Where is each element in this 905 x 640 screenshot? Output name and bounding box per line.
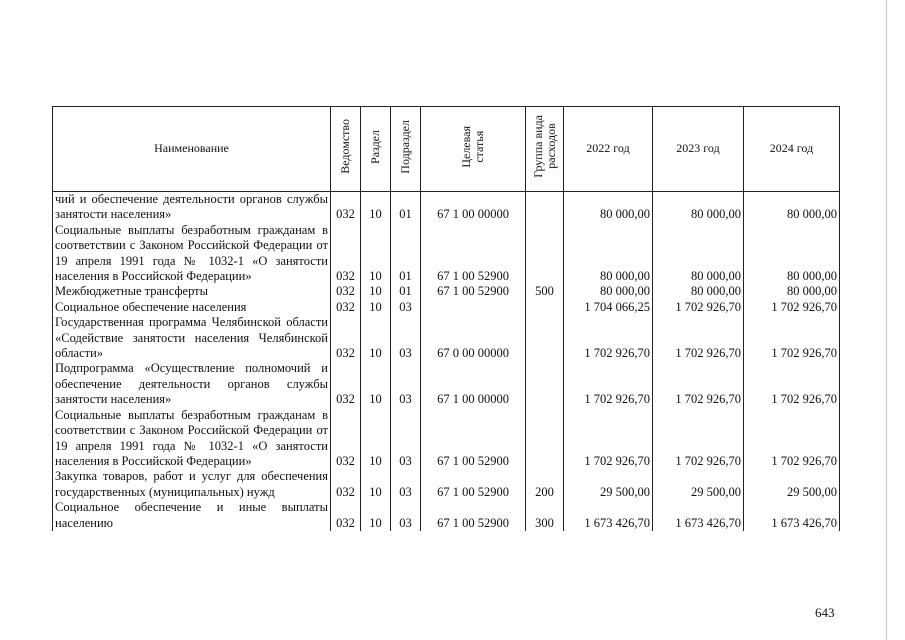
row-2022: 80 000,00 [564, 284, 653, 299]
row-2024: 1 702 926,70 [744, 408, 840, 470]
row-2024: 80 000,00 [744, 192, 840, 223]
row-name: Социальные выплаты безработным гражданам в соответствии с Законом Российской Федерации от 19 апреля 1991 года № 1032-1 «О занятости населения в Российской Федерации» [53, 408, 331, 470]
row-razdel: 10 [361, 469, 391, 500]
row-gruppa [526, 361, 564, 407]
row-2024: 1 673 426,70 [744, 500, 840, 531]
table-row [53, 500, 840, 531]
row-podrazdel: 03 [391, 408, 421, 470]
row-razdel: 10 [361, 408, 391, 470]
row-celevaya-statya [421, 300, 526, 315]
table-row [53, 469, 840, 500]
row-razdel: 10 [361, 284, 391, 299]
row-2023: 29 500,00 [653, 469, 744, 500]
row-razdel: 10 [361, 361, 391, 407]
row-gruppa [526, 408, 564, 470]
row-podrazdel: 03 [391, 315, 421, 361]
row-2024: 80 000,00 [744, 223, 840, 285]
header-2024: 2024 год [744, 107, 840, 192]
row-celevaya-statya: 67 0 00 00000 [421, 315, 526, 361]
row-razdel: 10 [361, 192, 391, 223]
row-name: Государственная программа Челябинской области «Содействие занятости населения Челябинской области» [53, 315, 331, 361]
row-name: Закупка товаров, работ и услуг для обеспечения государственных (муниципальных) нужд [53, 469, 331, 500]
row-gruppa: 200 [526, 469, 564, 500]
row-celevaya-statya: 67 1 00 00000 [421, 192, 526, 223]
row-gruppa [526, 300, 564, 315]
row-name: Межбюджетные трансферты [53, 284, 331, 299]
row-2022: 1 704 066,25 [564, 300, 653, 315]
row-name: Социальное обеспечение населения [53, 300, 331, 315]
row-gruppa: 500 [526, 284, 564, 299]
row-razdel: 10 [361, 300, 391, 315]
table-row [53, 361, 840, 407]
header-celevaya-statya: Целевая статья [421, 107, 526, 192]
table-row [53, 192, 840, 223]
row-2024: 80 000,00 [744, 284, 840, 299]
row-podrazdel: 03 [391, 469, 421, 500]
row-podrazdel: 01 [391, 223, 421, 285]
row-gruppa [526, 192, 564, 223]
row-vedomstvo: 032 [331, 469, 361, 500]
row-razdel: 10 [361, 500, 391, 531]
budget-table [52, 106, 840, 531]
header-2023: 2023 год [653, 107, 744, 192]
row-vedomstvo: 032 [331, 408, 361, 470]
header-name: Наименование [53, 107, 331, 192]
page-edge-line [886, 0, 887, 640]
row-podrazdel: 03 [391, 361, 421, 407]
row-name: Подпрограмма «Осуществление полномочий и обеспечение деятельности органов службы занятости населения» [53, 361, 331, 407]
row-2024: 29 500,00 [744, 469, 840, 500]
row-vedomstvo: 032 [331, 300, 361, 315]
row-2024: 1 702 926,70 [744, 361, 840, 407]
table-header-row [53, 107, 840, 192]
row-vedomstvo: 032 [331, 223, 361, 285]
row-podrazdel: 01 [391, 192, 421, 223]
table-row [53, 284, 840, 299]
row-celevaya-statya: 67 1 00 00000 [421, 361, 526, 407]
row-name: Социальные выплаты безработным гражданам в соответствии с Законом Российской Федерации от 19 апреля 1991 года № 1032-1 «О занятости населения в Российской Федерации» [53, 223, 331, 285]
row-vedomstvo: 032 [331, 315, 361, 361]
row-2023: 1 673 426,70 [653, 500, 744, 531]
row-2023: 1 702 926,70 [653, 361, 744, 407]
row-2023: 1 702 926,70 [653, 300, 744, 315]
row-vedomstvo: 032 [331, 284, 361, 299]
table-row [53, 408, 840, 470]
row-2023: 80 000,00 [653, 192, 744, 223]
row-2023: 1 702 926,70 [653, 408, 744, 470]
row-name: чий и обеспечение деятельности органов службы занятости населения» [53, 192, 331, 223]
row-vedomstvo: 032 [331, 500, 361, 531]
header-2022: 2022 год [564, 107, 653, 192]
row-2022: 29 500,00 [564, 469, 653, 500]
row-gruppa: 300 [526, 500, 564, 531]
row-vedomstvo: 032 [331, 361, 361, 407]
row-2024: 1 702 926,70 [744, 300, 840, 315]
row-podrazdel: 03 [391, 500, 421, 531]
row-celevaya-statya: 67 1 00 52900 [421, 284, 526, 299]
row-2022: 1 702 926,70 [564, 315, 653, 361]
header-podrazdel: Подраздел [391, 107, 421, 192]
page-number: 643 [815, 605, 835, 620]
header-gruppa-vida-rashodov: Группа вида расходов [526, 107, 564, 192]
row-razdel: 10 [361, 223, 391, 285]
table-row [53, 315, 840, 361]
row-2024: 1 702 926,70 [744, 315, 840, 361]
row-gruppa [526, 223, 564, 285]
row-2022: 1 702 926,70 [564, 361, 653, 407]
row-gruppa [526, 315, 564, 361]
table-row [53, 300, 840, 315]
row-podrazdel: 01 [391, 284, 421, 299]
row-2022: 1 673 426,70 [564, 500, 653, 531]
row-2022: 80 000,00 [564, 223, 653, 285]
row-2023: 80 000,00 [653, 284, 744, 299]
row-2023: 80 000,00 [653, 223, 744, 285]
header-razdel: Раздел [361, 107, 391, 192]
row-vedomstvo: 032 [331, 192, 361, 223]
header-vedomstvo: Ведомство [331, 107, 361, 192]
row-2022: 1 702 926,70 [564, 408, 653, 470]
row-celevaya-statya: 67 1 00 52900 [421, 469, 526, 500]
row-celevaya-statya: 67 1 00 52900 [421, 408, 526, 470]
row-podrazdel: 03 [391, 300, 421, 315]
row-celevaya-statya: 67 1 00 52900 [421, 500, 526, 531]
row-2023: 1 702 926,70 [653, 315, 744, 361]
row-celevaya-statya: 67 1 00 52900 [421, 223, 526, 285]
table-row [53, 223, 840, 285]
row-name: Социальное обеспечение и иные выплаты населению [53, 500, 331, 531]
row-razdel: 10 [361, 315, 391, 361]
row-2022: 80 000,00 [564, 192, 653, 223]
